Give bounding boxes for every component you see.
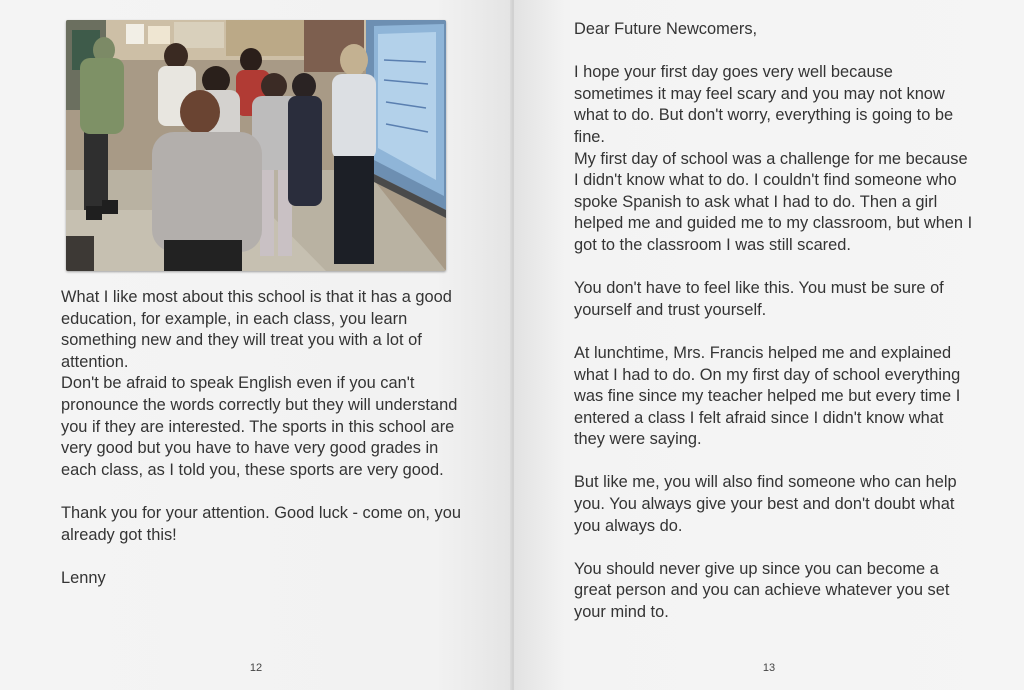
classroom-photo — [66, 20, 446, 271]
paragraph: I hope your first day goes very well because sometimes it may feel scary and you may not know what to do. But don't worry, everything is going to be fine. My first day of school was a challenge for me because I didn't know what to do. I couldn't find someone who spoke Spanish to ask what I had to do. Then a girl helped me and guided me to my classroom, but when I got to the classroom I was still scared. — [574, 63, 973, 254]
page-number: 13 — [762, 662, 776, 674]
page-number: 12 — [249, 662, 263, 674]
paragraph: You don't have to feel like this. You must be sure of yourself and trust yourself. — [574, 279, 944, 319]
paragraph: Thank you for your attention. Good luck - come on, you already got this! — [61, 503, 461, 544]
paragraph: At lunchtime, Mrs. Francis helped me and explained what I had to do. On my first day of school everything was fine since my teacher helped me but every time I entered a class I felt afraid since I didn't know what they were saying. — [574, 343, 961, 449]
salutation: Dear Future Newcomers, — [574, 20, 758, 38]
paragraph: You should never give up since you can become a great person and you can achieve whatever you set your mind to. — [574, 559, 950, 622]
right-page-text — [574, 19, 974, 624]
left-page-text — [61, 287, 461, 589]
paragraph: But like me, you will also find someone who can help you. You always give your best and don't doubt what you always do. — [574, 473, 957, 535]
paragraph: What I like most about this school is that it has a good education, for example, in each class, you learn something new and they will treat you with a lot of attention. Don't be afraid to speak English even if you can't pronounce the words correctly but they will understand you if they are interested. The sports in this school are very good but you have to have very good grades in each class, as I told you, these sports are very good. — [61, 288, 458, 479]
right-page — [514, 0, 1024, 690]
signature: Lenny — [61, 568, 106, 587]
